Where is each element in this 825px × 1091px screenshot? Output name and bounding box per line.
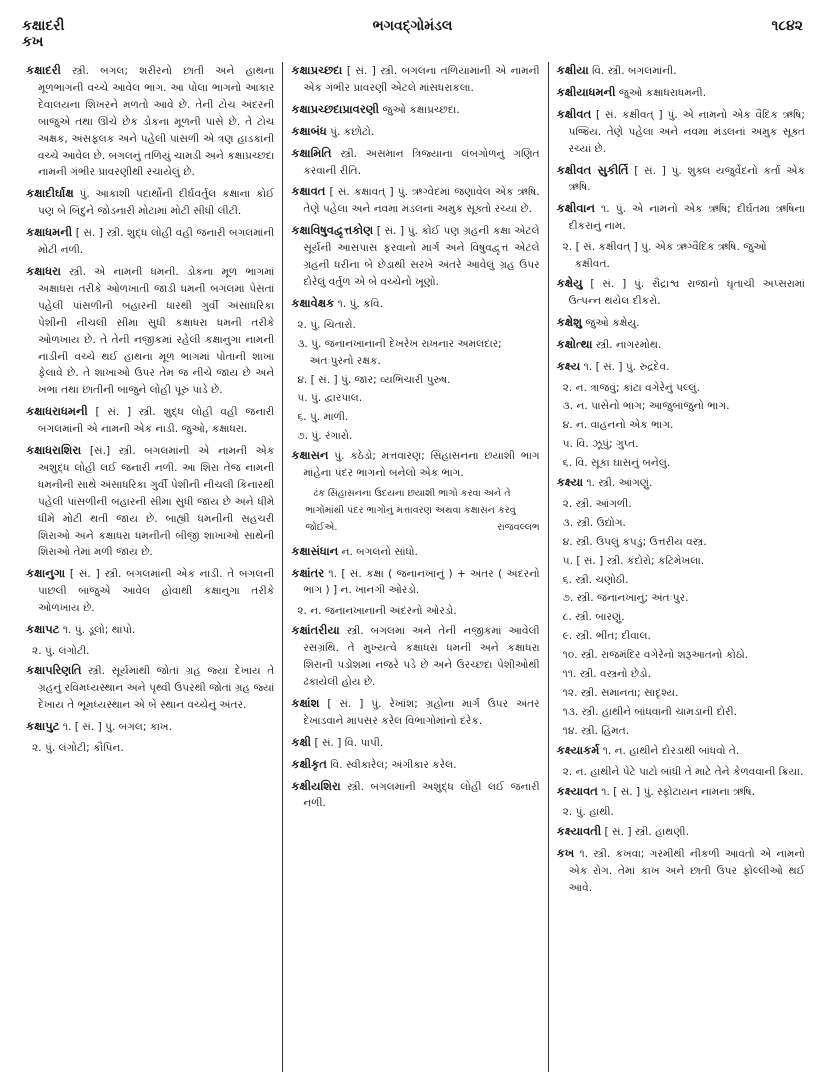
headword: કક્ષામિતિ	[291, 145, 332, 160]
headword: કક્ષીયા	[556, 63, 589, 77]
sub-sense: ૪. સ્ત્રી. ઉપલું કપડું; ઉત્તરીય વસ્ત્ર.	[562, 535, 707, 548]
definition: ૧. પું. એ નામનો એક ઋષિ; દીર્ઘતમા ઋષિના દીકરાનું નામ.	[568, 203, 805, 233]
dictionary-entry	[26, 662, 274, 714]
definition: વિ. સ્ત્રી. બગલમાંની.	[588, 65, 677, 77]
headword: કક્ષાનુગા	[26, 566, 66, 581]
column-2	[282, 62, 547, 1072]
sub-sense: ૪. [ સં. ] પું. જાર; વ્યભિચારી પુરુષ.	[297, 373, 451, 386]
headword: કક્ષીકૃત	[291, 756, 327, 771]
sub-sense: ૨. ન. ત્રાજવું; કાંટા વગેરેનું પલ્લું.	[562, 381, 700, 394]
dictionary-entry	[557, 474, 805, 492]
definition: ૧. પું. કવિ.	[334, 297, 383, 310]
sub-sense: ૨. સ્ત્રી. આંગળી.	[562, 497, 632, 510]
dictionary-entry	[557, 358, 805, 376]
headword: કક્ષીવાન	[556, 201, 595, 216]
sub-sense: ૨. પું. લંગોટી.	[32, 645, 90, 657]
dictionary-entry	[557, 62, 805, 80]
dictionary-entry	[26, 62, 274, 181]
definition: ૧. સ્ત્રી. કખવા; ગરમીથી નીકળી આવતો એ નામનો એક રોગ. તેમાં કાખ અને છાતી ઉપર ફોલ્લીઓ થઈ આવે.	[568, 848, 805, 895]
definition: સ્ત્રી. સૂર્યમાંથી જોતાં ગ્રહ જ્યાં દેખાય તે ગ્રહનું રવિમધ્યસ્થાન અને પૃથ્વી ઉપરથી જોતાં ગ્રહ જ્યાં દેખાય તે ભૂમધ્યસ્થાન એ બે સ્થાન વચ્ચેનું અંતર.	[38, 664, 275, 711]
dictionary-entry	[557, 742, 805, 760]
headword: કક્ષાસન	[291, 448, 329, 463]
dictionary-entry	[557, 783, 805, 801]
headword: કક્ષાપ્રચ્છદા	[291, 63, 343, 77]
dictionary-entry	[26, 565, 274, 617]
headword: કક્ષોત્થા	[556, 336, 593, 351]
dictionary-entry	[557, 336, 805, 354]
dictionary-entry	[291, 447, 539, 482]
guide-word-last: કખ	[22, 34, 44, 50]
headword: કક્ષીયશિરા	[291, 778, 341, 793]
page-number: ૧૮૪૨	[771, 18, 803, 34]
definition: [ સં. ] સ્ત્રી. શુદ્ધ લોહી વહી જનારી બગલમાંની મોટી નળી.	[38, 227, 275, 257]
sub-sense: ૬. પું. માળી.	[297, 411, 349, 424]
sub-sense: ૧૦. સ્ત્રી. રાજમંદિર વગેરેનો શરૂઆતનો કોઠો.	[562, 649, 749, 662]
headword: કક્ષાધરાશિરા	[26, 443, 82, 458]
headword: કક્ષાધમની	[26, 225, 73, 240]
headword: કક્ષ્યા	[556, 475, 584, 490]
dictionary-entry	[557, 84, 805, 102]
headword: કક્ષાપરિણતિ	[26, 662, 82, 677]
headword: કક્ષાબંધ	[291, 123, 327, 138]
headword: કક્ષીવત	[556, 106, 592, 121]
definition: [ સં. ] સ્ત્રી. શુદ્ધ લોહી વહી જનારી બગલમાંની એ નામની એક નાડી. જુઓ, કક્ષાધરા.	[38, 406, 275, 436]
headword: કક્ષ્યાકર્મ	[556, 742, 600, 757]
sub-sense: ૮. સ્ત્રી. બારણું.	[562, 611, 625, 624]
dictionary-entry	[291, 622, 539, 691]
sub-sense: ૫. વિ. ઝૂપું; ગુપ્ત.	[562, 438, 639, 451]
definition: [ સં. ] પું. શુક્લ યજુર્વેદનો કર્તા એક ઋષિ.	[568, 164, 805, 194]
sub-sense: ૭. પું. રંગારો.	[297, 430, 353, 443]
sub-sense: ૧૧. સ્ત્રી. વસ્ત્રનો છેડો.	[562, 668, 651, 681]
definition: જુઓ કક્ષેયુ.	[582, 316, 640, 329]
sub-sense: ૨. પું. લંગોટી; કૌપિન.	[32, 741, 124, 754]
dictionary-entry	[557, 845, 805, 897]
dictionary-entry	[557, 275, 805, 310]
headword: કક્ષાવેક્ષક	[291, 295, 335, 310]
headword: કક્ષાદરી	[26, 63, 61, 77]
dictionary-entry	[26, 718, 274, 736]
definition: ન. બગલનો સાંધો.	[338, 545, 418, 558]
headword: કક્ષાપટ	[26, 622, 60, 637]
definition: ૧. સ્ત્રી. આંગણું.	[583, 477, 653, 490]
dictionary-entry	[26, 621, 274, 639]
dictionary-entry	[557, 823, 805, 841]
definition: ૧. [ સં. કક્ષા ( જનાનખાનું ) + અંતર ( અંદરનો ભાગ ) ] ન. ખાનગી ઓરડો.	[303, 567, 540, 597]
sub-sense: ૪. ન. વાહનનો એક ભાગ.	[562, 419, 674, 432]
definition: સ્ત્રી. બગલમાં અને તેની નજીકમાં આવેલી રસગ્રંથિ. તે મુખ્યત્વે કક્ષાધરા ધમની અને કક્ષાધરા શિરાની પડોશમાં નજરે પડે છે અને ઉરચ્છદા પેશીઓથી ઢંકાયેલી હોય છે.	[303, 625, 540, 688]
sub-sense: ૩. સ્ત્રી. ઉદ્યોગ.	[562, 516, 626, 529]
sub-sense: ૩. ન. પાસેનો ભાગ; આજુબાજુનો ભાગ.	[562, 400, 730, 413]
definition: [ સં. ] સ્ત્રી. બગલમાંની એક નાડી. તે બગલની પાછલી બાજુએ આવેલ હોવાથી કક્ષાનુગા તરીકે ઓળખાય છે.	[38, 568, 275, 615]
definition: પું. આકાશી પદાર્થોની દીર્ઘવર્તુલ કક્ષાના કોઈ પણ બે બિંદુને જોડનારી મોટામાં મોટી સીધી લીટી.	[38, 188, 275, 218]
sub-sense: ૫. પું. દ્વારપાલ.	[297, 392, 363, 405]
headword: કક્ષાંશ	[291, 695, 320, 710]
dictionary-entry	[557, 162, 805, 197]
definition: [ સં. ] પું. રૌદ્રાશ્વ રાજાનો ઘૃતાચી અપ્સરામાં ઉત્પન્ન થયેલ દીકરો.	[568, 277, 805, 307]
sub-sense: ૩. પું. જનાનખાનાની દેખરેખ રાખનાર અમલદાર; અંતઃપુરનો રક્ષક.	[297, 337, 502, 367]
definition: સ્ત્રી. અસમાન ત્રિજ્યાના લંબગોળનું ગણિત કરવાની રીતિ.	[303, 147, 540, 177]
dictionary-entry	[26, 442, 274, 561]
headword: કક્ષાધરા	[26, 263, 61, 278]
book-title: ભગવદ્ગોમંડલ	[372, 18, 453, 34]
headword: કક્ષાંતરીયા	[291, 623, 340, 638]
dictionary-entry	[26, 263, 274, 399]
sub-sense: ૨. પું. ચિતારો.	[297, 318, 356, 331]
sub-sense: ૬. સ્ત્રી. ચણોઠી.	[562, 573, 629, 586]
sub-sense: ૬. વિ. સૂકા ઘાસનું બનેલું.	[562, 457, 671, 470]
dictionary-entry	[557, 106, 805, 158]
quotation-text: ઢંક સિંહાસનના ઉદયના છયાશી ભાગો કરવા અને તે ભાગોમાંથી પંદર ભાગોનું મત્તાવરણ અથવા કક્ષાસન કરવું જોઈએ.	[305, 487, 516, 533]
headword: કક્ષીવત સુકીર્તિ	[556, 162, 629, 177]
sub-sense: ૨. [ સં. કક્ષીવત્ ] પું. એક ઋગ્વૈદિક ઋષિ. જુઓ કક્ષીવત.	[562, 241, 767, 271]
dictionary-entry	[291, 183, 539, 218]
definition: પું. કઠેડો; મત્તવારણ; સિંહાસનના છયાશી ભાગ માંહેના પંદર ભાગનો બનેલો એક ભાગ.	[303, 450, 540, 480]
headword: કક્ષાસંધાન	[291, 543, 339, 558]
page-header	[22, 18, 803, 54]
dictionary-entry	[26, 403, 274, 438]
sub-sense: ૨. પું. હાથી.	[562, 806, 614, 819]
dictionary-entry	[291, 565, 539, 600]
definition: સ્ત્રી. એ નામની ધમની. ડોકના મૂળ ભાગમાં અક્ષાધરા તરીકે ઓળખાતી જાડી ધમની બગલમાં પેસતાં પહેલી પાંસળીની બહારની ધારથી ગુર્વી અંસાધરિકા પેશીની નીચલી સીમા સુધી કક્ષાધરા ધમની તરીકે ઓળખાય છે. તે તેની નજીકમાં રહેલી કક્ષાનુગા નામની નાડીની વચ્ચે થઈ હાથના મૂળ ભાગમાં પોતાની શાખા ફેલાવે છે. તે શાખાઓ ઉપર તેમ જ નીચે જાય છે અને ખભા તથા છાતીની બાજુને લોહી પૂરું પાડે છે.	[38, 265, 275, 397]
sub-sense: ૫. [ સં. ] સ્ત્રી. કંદોરો; કટિમેખલા.	[562, 554, 705, 567]
quotation	[291, 486, 539, 537]
definition: જુઓ કક્ષાપ્રચ્છદા.	[379, 103, 460, 116]
headword: કક્ષ્યાવત	[556, 783, 598, 798]
headword: કક્ષી	[291, 734, 312, 749]
headword: કક્ષીયાધમની	[556, 84, 616, 99]
dictionary-entry	[291, 123, 539, 141]
sub-sense: ૭. સ્ત્રી. જનાનખાનું; અંતઃપુર.	[562, 592, 689, 605]
definition: [ સં. કક્ષાવત્ ] પું. ઋગ્વેદમાં જણાવેલ એક ઋષિ. તેણે પહેલા અને નવમા મંડલનાં અમુક સૂક્તો રચ્યાં છે.	[303, 186, 540, 216]
dictionary-entry	[291, 101, 539, 119]
headword: કક્ષેયુ	[556, 275, 583, 290]
definition: પું. કછોટો.	[326, 125, 375, 138]
headword: કક્ષાપુટ	[26, 718, 60, 733]
dictionary-entry	[291, 543, 539, 561]
headword: કક્ષાપ્રચ્છદાપ્રાવરણી	[291, 101, 380, 116]
headword: કક્ષાવત	[291, 184, 326, 199]
sub-sense: ૨. ન. જનાનખાનાની અંદરનો ઓરડો.	[297, 605, 457, 618]
dictionary-entry	[26, 185, 274, 220]
dictionary-entry	[291, 145, 539, 180]
headword: કક્ષાદીર્ઘાક્ષ	[26, 186, 74, 201]
definition: ૧. [ સં. ] પું. સ્ફોટાયન નામના ઋષિ.	[597, 785, 756, 798]
column-3	[548, 62, 813, 1072]
definition: જુઓ કક્ષાધરાધમની.	[615, 86, 707, 99]
definition: સ્ત્રી. બગલમાંની અશુદ્ધ લોહી લઈ જનારી નળી.	[303, 780, 540, 810]
sub-sense: ૧૪. સ્ત્રી. હિંમત.	[562, 724, 630, 737]
definition: [સં.] સ્ત્રી. બગલમાંની એ નામની એક અશુદ્ધ લોહી લઈ જનારી નળી. આ શિરા તેજ નામની ધમનીની સાથે અંસાધરિકા ગુર્વી પેશીની નીચલી કિનારથી પહેલી પાંસળીની બહારની સીમા સુધી જાય છે અને ધીમે ધીમે મોટી થતી જાય છે. બાહ્યી ધમનીની સહચરી શિરાઓ અને કક્ષાધરા ધમનીની બીજી શાખાઓ સાથેની શિરાઓ તેમાં મળી જાય છે.	[38, 445, 275, 559]
definition: [ સં. ] વિ. પાપી.	[311, 736, 384, 749]
definition: [ સં. ] પું. રેખાંશ; ગ્રહોના માર્ગ ઉપર અંતર દેખાડવાને માપસર કરેલ વિભાગોમાંનો દરેક.	[303, 697, 540, 727]
definition: ૧. ન. હાથીને દોરડાથી બાંધવો તે.	[599, 744, 740, 757]
sub-sense: ૧૨. સ્ત્રી. સમાનતા; સાદૃશ્ય.	[562, 687, 679, 699]
dictionary-entry	[291, 778, 539, 813]
definition: ૧. [ સં. ] પું. રુદ્રદેવ.	[580, 360, 670, 373]
dictionary-entry	[291, 756, 539, 774]
headword: કક્ષ્યાવતી	[556, 824, 602, 839]
dictionary-columns	[18, 62, 813, 1072]
dictionary-entry	[291, 734, 539, 752]
definition: સ્ત્રી. નાગરમોથ.	[592, 338, 662, 351]
sub-sense: ૧૩. સ્ત્રી. હાથીને બાંધવાની ચામડાની દોરી.	[562, 705, 738, 718]
dictionary-entry	[26, 224, 274, 259]
definition: [ સં. કક્ષીવત્ ] પું. એ નામનો એક વૈદિક ઋષિ; પજ્રિય. તેણે પહેલા અને નવમા મંડલનાં અમુક સૂક્ત રચ્યાં છે.	[568, 108, 805, 155]
column-1	[18, 62, 282, 1072]
headword: કખ	[556, 846, 575, 861]
definition: ૧. પું. ડૂલો; થાપો.	[59, 624, 136, 637]
sub-sense: ૯. સ્ત્રી. ભીંત; દીવાલ.	[562, 630, 651, 643]
definition: [ સં. ] પું. કોઈ પણ ગ્રહની કક્ષા એટલે સૂર્યની આસપાસ ફરવાનો માર્ગ અને વિષુવદ્વૃત્ત એટલે ગ્રહની ધરીના બે છેડાથી સરખે અંતરે આવેલું ગ્રહ ઉપર દોરેલું વર્તુળ એ બે વચ્ચેનો ખૂણો.	[303, 225, 540, 288]
headword: કક્ષ્ય	[556, 358, 581, 373]
headword: કક્ષેશુ	[556, 314, 582, 329]
definition: [ સં. ] સ્ત્રી. બગલના તળિયામાંની એ નામની એક ગંભીર પ્રાવરણી એટલે માંસધરાકલા.	[303, 65, 540, 94]
headword: કક્ષાવિષુવદ્વૃત્તકોણ	[291, 223, 374, 238]
headword: કક્ષાધરાધમની	[26, 404, 88, 419]
dictionary-entry	[291, 295, 539, 313]
dictionary-entry	[557, 314, 805, 332]
definition: ૧. [ સં. ] પું. બગલ; કાખ.	[59, 720, 173, 733]
dictionary-entry	[291, 695, 539, 730]
quotation-source: રાજવલ્લભ	[497, 521, 540, 533]
guide-word-first: કક્ષાદરી	[22, 18, 65, 34]
dictionary-entry	[291, 222, 539, 291]
definition: [ સં. ] સ્ત્રી. હાથણી.	[601, 826, 689, 839]
sub-sense: ૨. ન. હાથીને પેટે પાટો બાંધી તે માટે તેને કેળવવાની ક્રિયા.	[562, 765, 804, 778]
headword: કક્ષાંતર	[291, 565, 325, 580]
dictionary-entry	[557, 200, 805, 235]
definition: સ્ત્રી. બગલ; શરીરનો છાતી અને હાથના મૂળભાગની વચ્ચે આવેલ ભાગ. આ પોલા ભાગનો આકાર દેવાલયના શિખરને મળતો આવે છે. તેની ટોચ અંદરની બાજુએ તથા ઊંચે છેક ડોકના મૂળની પાસે છે. તે ટોચ અક્ષક, અંસફલક અને પહેલી પાંસળી એ ત્રણ હાડકાંની વચ્ચે આવેલ છે. બગલનું તળિયું ચામડી અને કક્ષાપ્રચ્છદા નામની ગંભીર પ્રાવરણીથી રચાયેલું છે.	[38, 65, 275, 179]
definition: વિ. સ્વીકારેલ; અંગીકાર કરેલ.	[326, 758, 457, 771]
dictionary-entry	[291, 62, 539, 97]
